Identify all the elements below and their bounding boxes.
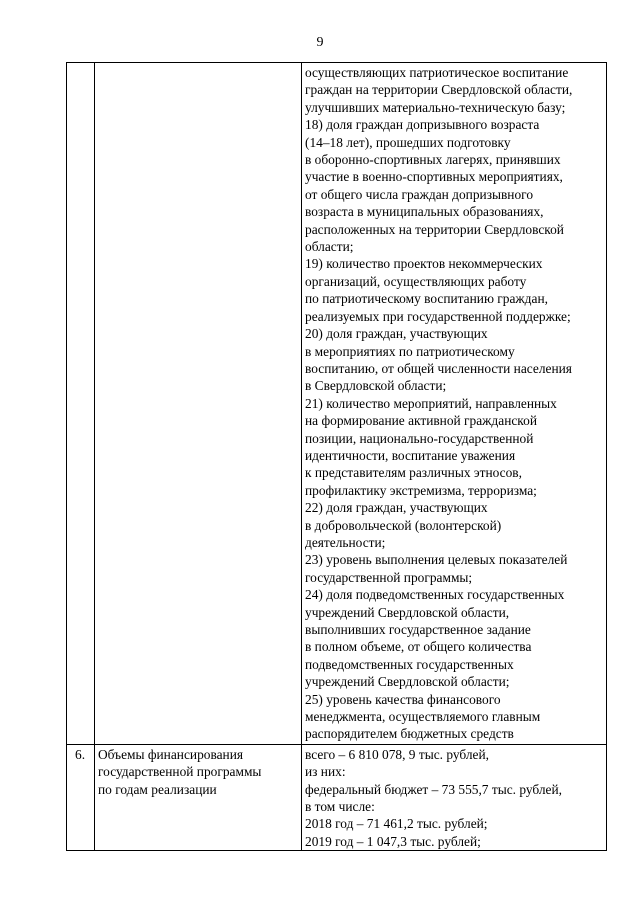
indicator-line: улучшивших материально-техническую базу; [305,99,566,115]
indicator-line: деятельности; [305,534,386,550]
target-indicators-cell [302,63,607,745]
financing-line: в том числе: [305,799,375,815]
financing-line: всего – 6 810 078, 9 тыс. рублей, [305,746,489,762]
indicator-line: учреждений Свердловской области; [305,674,510,690]
financing-line: федеральный бюджет – 73 555,7 тыс. рублей, [305,781,562,797]
row-name-line: по годам реализации [98,781,217,797]
indicator-line: осуществляющих патриотическое воспитание [305,65,569,80]
indicator-line: учреждений Свердловской области, [305,604,510,620]
indicator-line: менеджмента, осуществляемого главным [305,709,541,725]
row-name-line: Объемы финансирования [98,746,244,762]
indicator-line: профилактику экстремизма, терроризма; [305,482,537,498]
row-name-line: государственной программы [98,764,262,780]
indicator-line: на формирование активной гражданской [305,413,537,429]
indicator-line: в добровольческой (волонтерской) [305,517,502,533]
indicator-line: в оборонно-спортивных лагерях, принявших [305,152,561,168]
program-passport-table [66,62,607,851]
indicator-line: к представителям различных этносов, [305,465,522,481]
indicator-line: участие в военно-спортивных мероприятиях, [305,169,563,185]
indicator-line: 22) доля граждан, участвующих [305,500,488,516]
indicator-line: позиции, национально-государственной [305,430,534,446]
financing-volumes-cell [302,744,607,850]
indicator-line: в Свердловской области; [305,378,447,394]
indicator-line: подведомственных государственных [305,656,514,672]
indicator-line: организаций, осуществляющих работу [305,273,527,289]
financing-line: из них: [305,764,346,780]
indicator-line: в полном объеме, от общего количества [305,639,532,655]
indicator-line: возраста в муниципальных образованиях, [305,204,544,220]
indicator-line: от общего числа граждан допризывного [305,186,534,202]
indicator-line: расположенных на территории Свердловской [305,221,564,237]
indicator-line: 18) доля граждан допризывного возраста [305,117,540,133]
indicator-line: граждан на территории Свердловской области, [305,82,573,98]
row-name-cell [95,63,302,745]
indicator-line: распорядителем бюджетных средств [305,726,514,742]
indicator-line: по патриотическому воспитанию граждан, [305,291,548,307]
indicator-line: в мероприятиях по патриотическому [305,343,515,359]
indicator-line: 20) доля граждан, участвующих [305,326,488,342]
indicator-line: области; [305,239,354,255]
financing-line: 2019 год – 1 047,3 тыс. рублей; [305,833,481,849]
indicator-line: (14–18 лет), прошедших подготовку [305,134,511,150]
indicator-line: воспитанию, от общей численности населения [305,360,572,376]
row-number-cell: 6. [67,744,95,850]
indicator-line: 19) количество проектов некоммерческих [305,256,543,272]
indicator-line: государственной программы; [305,569,473,585]
indicator-line: выполнивших государственное задание [305,622,531,637]
row-number-cell [67,63,95,745]
table-row-financing [67,744,607,850]
indicator-line: 25) уровень качества финансового [305,691,501,707]
indicator-line: 21) количество мероприятий, направленных [305,395,557,411]
indicator-line: 24) доля подведомственных государственных [305,587,565,603]
financing-line: 2018 год – 71 461,2 тыс. рублей; [305,816,488,832]
indicator-line: реализуемых при государственной поддержке; [305,308,571,324]
row-name-cell [95,744,302,850]
indicator-line: идентичности, воспитание уважения [305,447,516,463]
table-row-continuation [67,63,607,745]
indicator-line: 23) уровень выполнения целевых показателей [305,552,568,568]
page-number: 9 [316,35,324,50]
